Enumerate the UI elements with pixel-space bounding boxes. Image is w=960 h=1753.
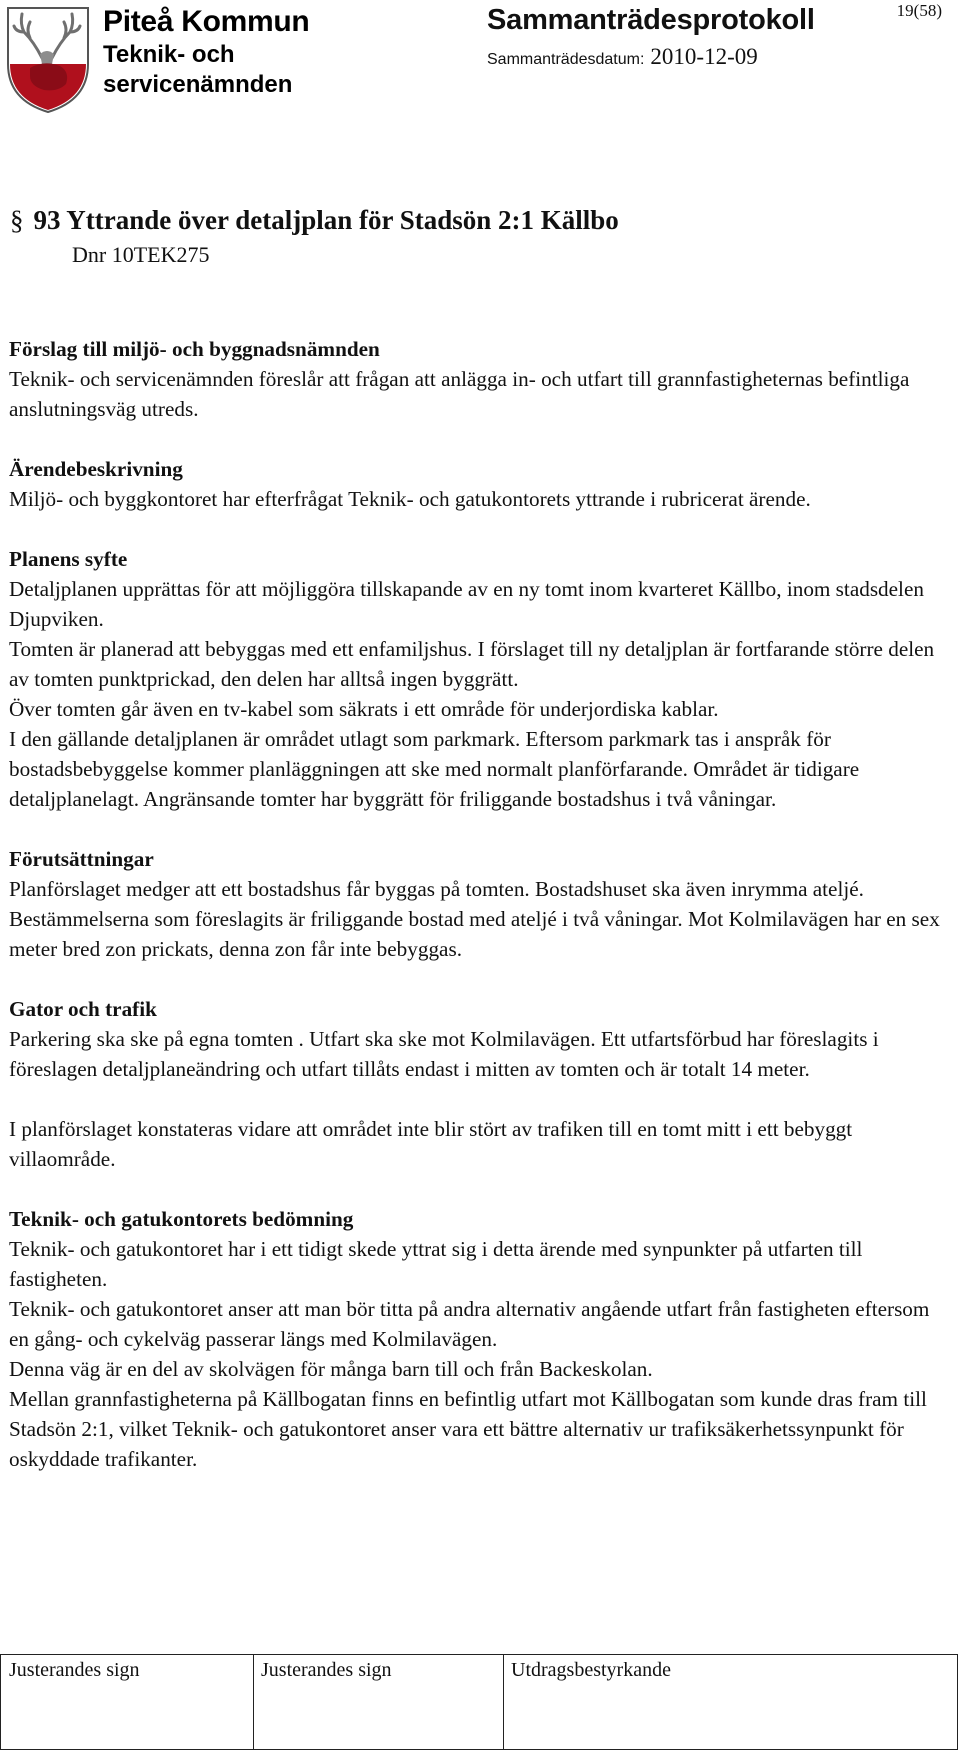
text-bedomning-4: Mellan grannfastigheterna på Källbogatan finns en befintlig utfart mot Källbogatan som kunde dras fram till Stadsön 2:1, vilket Teknik- och gatukontoret anser vara ett bättre alternativ ur trafiksäkerhetssynpunkt för oskyddade trafikanter. [9,1387,927,1471]
text-bedomning-2: Teknik- och gatukontoret anser att man bör titta på andra alternativ angående utfart från fastigheten eftersom en gång- och cykelväg passerar längs med Kolmilavägen. [9,1297,930,1351]
signature-table [0,1654,958,1750]
section-title-text: 93 Yttrande över detaljplan för Stadsön 2:1 Källbo [33,205,619,235]
certification-label: Utdragsbestyrkande [511,1659,671,1681]
heading-bedomning: Teknik- och gatukontorets bedömning [9,1207,354,1231]
text-bedomning-1: Teknik- och gatukontoret har i ett tidigt skede yttrat sig i detta ärende med synpunkter på utfarten till fastigheten. [9,1237,863,1291]
heading-planens-syfte: Planens syfte [9,547,128,571]
municipality-name: Piteå Kommun [103,5,310,38]
heading-forslag: Förslag till miljö- och byggnadsnämnden [9,337,380,361]
text-planens-syfte-3: Över tomten går även en tv-kabel som säkrats i ett område för underjordiska kablar. [9,697,719,721]
page-number: 19(58) [896,1,942,20]
text-forutsattningar: Planförslaget medger att ett bostadshus får byggas på tomten. Bostadshuset ska även inrymma ateljé. Bestämmelserna som föreslagits är friliggande bostad med ateljé i två våningar. Mot Kolmilavägen har en sex meter bred zon prickats, denna zon får inte bebyggas. [9,877,940,961]
certification-cell [503,1655,957,1749]
heading-gator-och-trafik: Gator och trafik [9,997,157,1021]
document-body [9,334,945,1474]
text-gator-1: Parkering ska ske på egna tomten . Utfart ska ske mot Kolmilavägen. Ett utfartsförbud har föreslagits i föreslagen detaljplaneändring och utfart tillåts endast i mitten av tomten och är totalt 14 meter. [9,1027,879,1081]
section-title [10,205,619,236]
document-title: Sammanträdesprotokoll [487,4,815,36]
text-gator-2: I planförslaget konstateras vidare att området inte blir stört av trafiken till en tomt mitt i ett bebyggt villaområde. [9,1117,853,1171]
signature-cell-1 [1,1655,254,1749]
meeting-date-value: 2010-12-09 [650,44,758,69]
text-forslag: Teknik- och servicenämnden föreslår att frågan att anlägga in- och utfart till grannfastigheternas befintliga anslutningsväg utreds. [9,367,910,421]
municipality-logo [4,2,92,114]
heading-forutsattningar: Förutsättningar [9,847,154,871]
signature-cell-2 [253,1655,504,1749]
text-bedomning-3: Denna väg är en del av skolvägen för många barn till och från Backeskolan. [9,1357,653,1381]
heading-arendebeskrivning: Ärendebeskrivning [9,457,183,481]
text-planens-syfte-2: Tomten är planerad att bebyggas med ett enfamiljshus. I förslaget till ny detaljplan är fortfarande större delen av tomten punktprickad, den delen har alltså ingen byggrätt. [9,637,935,691]
text-arendebeskrivning: Miljö- och byggkontoret har efterfrågat Teknik- och gatukontorets yttrande i rubricerat ärende. [9,487,811,511]
diary-number: Dnr 10TEK275 [72,242,210,267]
paragraph-symbol: § [10,205,24,235]
organization-header [103,4,313,100]
meeting-date [487,44,758,70]
signature-label-1: Justerandes sign [9,1659,140,1681]
meeting-date-label: Sammanträdesdatum: [487,51,645,68]
department-name: Teknik- och servicenämnden [103,41,293,98]
text-planens-syfte-1: Detaljplanen upprättas för att möjliggöra tillskapande av en ny tomt inom kvarteret Källbo, inom stadsdelen Djupviken. [9,577,924,631]
signature-label-2: Justerandes sign [261,1659,392,1681]
text-planens-syfte-4: I den gällande detaljplanen är området utlagt som parkmark. Eftersom parkmark tas i anspråk för bostadsbebyggelse kommer planläggningen att ske med normalt planförfarande. Området är tidigare detaljplanelagt. Angränsande tomter har byggrätt för friliggande bostadshus i två våningar. [9,727,860,811]
